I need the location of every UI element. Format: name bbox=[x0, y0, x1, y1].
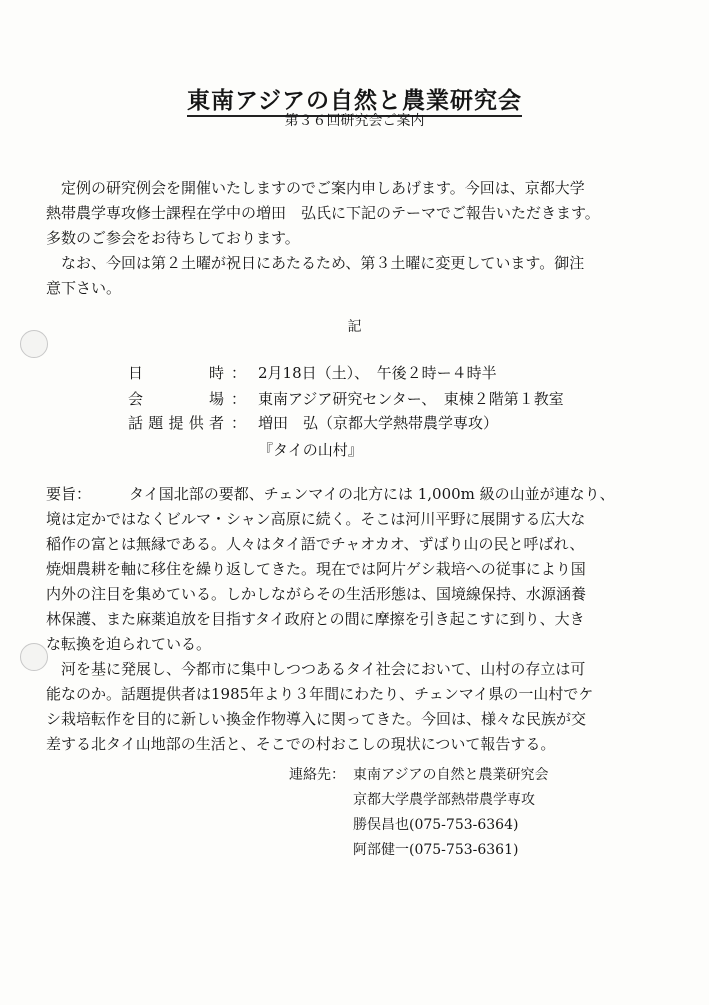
contact-person-2: 阿部健一(075-753-6361) bbox=[353, 842, 519, 858]
document-subtitle: 第３６回研究会ご案内 bbox=[284, 113, 425, 129]
abstract-line: な転換を迫られている。 bbox=[46, 635, 212, 653]
abstract-line: 焼畑農耕を軸に移住を繰り返してきた。現在では阿片ゲシ栽培への従事により国 bbox=[46, 560, 586, 578]
contact-label: 連絡先： bbox=[289, 767, 345, 783]
abstract-line: 差する北タイ山地部の生活と、そこでの村おこしの現状について報告する。 bbox=[46, 735, 556, 753]
document-title-text: 東南アジアの自然と農業研究会 bbox=[187, 87, 522, 117]
abstract-line-text: タイ国北部の要都、チェンマイの北方には 1,000m 級の山並が連なり、 bbox=[129, 485, 615, 503]
abstract-line bbox=[46, 482, 656, 507]
detail-value-venue: 東南アジア研究センター、 東棟２階第１教室 bbox=[258, 390, 564, 408]
detail-label-date: 日時 bbox=[128, 364, 224, 382]
abstract-line: 林保護、また麻薬追放を目指すタイ政府との間に摩擦を引き起こすに到り、大き bbox=[46, 610, 585, 628]
abstract-line: 境は定かではなくビルマ・シャン高原に続く。そこは河川平野に展開する広大な bbox=[46, 510, 586, 528]
detail-label-venue: 会場 bbox=[128, 390, 224, 408]
punch-hole-bottom bbox=[20, 643, 48, 671]
intro-line: 多数のご参会をお待ちしております。 bbox=[46, 229, 300, 247]
ki-heading: 記 bbox=[347, 319, 362, 335]
abstract-line: 能なのか。話題提供者は1985年より３年間にわたり、チェンマイ県の一山村でケ bbox=[46, 685, 594, 703]
detail-colon: ： bbox=[231, 390, 247, 408]
detail-label-speaker: 話題提供者 bbox=[128, 414, 224, 432]
contact-person-1: 勝俣昌也(075-753-6364) bbox=[353, 817, 519, 833]
abstract-line: 稲作の富とは無縁である。人々はタイ語でチャオカオ、ずばり山の民と呼ばれ、 bbox=[46, 535, 585, 553]
contact-department: 京都大学農学部熱帯農学専攻 bbox=[353, 792, 535, 808]
contact-organization: 東南アジアの自然と農業研究会 bbox=[353, 767, 549, 783]
intro-line: 定例の研究例会を開催いたしますのでご案内申しあげます。今回は、京都大学 bbox=[61, 179, 585, 197]
detail-colon: ： bbox=[231, 414, 247, 432]
talk-theme: 『タイの山村』 bbox=[258, 441, 363, 459]
abstract-line: シ栽培転作を目的に新しい換金作物導入に関ってきた。今回は、様々な民族が交 bbox=[46, 710, 587, 728]
intro-line: 熱帯農学専攻修士課程在学中の増田 弘氏に下記のテーマでご報告いただきます。 bbox=[46, 204, 600, 222]
intro-paragraph bbox=[46, 176, 646, 301]
detail-value-date: 2月18日（土）、 午後２時ー４時半 bbox=[258, 364, 497, 382]
intro-line: 意下さい。 bbox=[46, 279, 122, 297]
abstract-line: 内外の注目を集めている。しかしながらその生活形態は、国境線保持、水源涵養 bbox=[46, 585, 587, 603]
intro-line: なお、今回は第２土曜が祝日にあたるため、第３土曜に変更しています。御注 bbox=[61, 254, 585, 272]
abstract-paragraph bbox=[46, 482, 656, 757]
detail-colon: ： bbox=[231, 364, 247, 382]
detail-value-speaker: 増田 弘（京都大学熱帯農学専攻） bbox=[258, 414, 499, 432]
abstract-line: 河を基に発展し、今都市に集中しつつあるタイ社会において、山村の存立は可 bbox=[61, 660, 586, 678]
abstract-label: 要旨： bbox=[46, 485, 92, 503]
